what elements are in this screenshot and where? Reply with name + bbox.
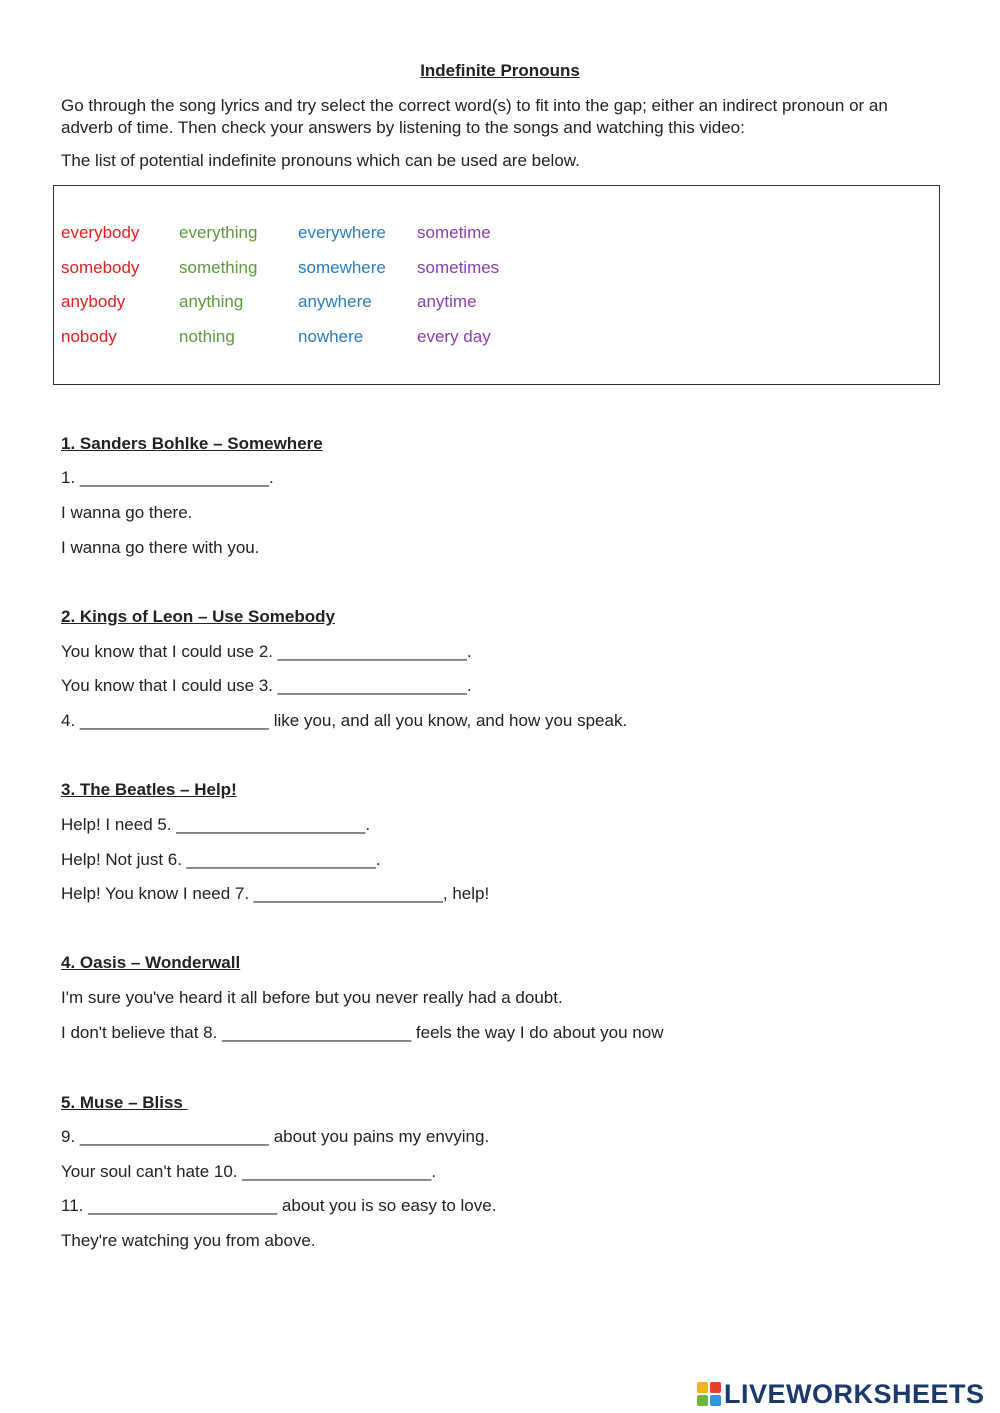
word-column-places (298, 223, 418, 362)
logo-text: LIVEWORKSHEETS (724, 1378, 985, 1409)
logo-tiles-icon (697, 1382, 721, 1406)
word-nowhere: nowhere (298, 327, 364, 347)
lyric-line-gap-9[interactable]: 9. ____________________ about you pains my envying. (61, 1127, 490, 1146)
lyric-line-gap-10[interactable]: Your soul can't hate 10. ____________________. (61, 1162, 437, 1181)
lyric-line: They're watching you from above. (61, 1231, 316, 1250)
liveworksheets-logo (697, 1377, 985, 1411)
word-anything: anything (179, 292, 244, 312)
section-title-5: 5. Muse – Bliss (61, 1093, 188, 1112)
section-title-3: 3. The Beatles – Help! (61, 780, 237, 799)
lyric-line: I'm sure you've heard it all before but you never really had a doubt. (61, 988, 563, 1007)
word-every-day: every day (417, 327, 491, 347)
page-title: Indefinite Pronouns (420, 61, 580, 80)
word-column-time (417, 223, 537, 362)
lyric-line-gap-7[interactable]: Help! You know I need 7. ____________________, help! (61, 884, 490, 903)
word-anywhere: anywhere (298, 292, 372, 312)
lyric-line-gap-5[interactable]: Help! I need 5. ____________________. (61, 815, 371, 834)
word-nothing: nothing (179, 327, 235, 347)
word-sometimes: sometimes (417, 257, 500, 277)
lyric-line: I wanna go there. (61, 503, 193, 522)
word-anytime: anytime (417, 292, 477, 312)
word-everything: everything (179, 223, 258, 242)
word-nobody: nobody (61, 327, 117, 347)
lyric-line-gap-2[interactable]: You know that I could use 2. ____________________. (61, 642, 472, 661)
word-column-people (61, 223, 181, 362)
lyric-line-gap-11[interactable]: 11. ____________________ about you is so easy to love. (61, 1196, 497, 1215)
lyric-line-gap-4[interactable]: 4. ____________________ like you, and all you know, and how you speak. (61, 711, 628, 730)
section-title-1: 1. Sanders Bohlke – Somewhere (61, 434, 323, 453)
lyric-line-gap-8[interactable]: I don't believe that 8. ____________________ feels the way I do about you now (61, 1023, 664, 1042)
word-sometime: sometime (417, 223, 491, 242)
word-list-intro: The list of potential indefinite pronouns which can be used are below. (61, 151, 580, 170)
word-everywhere: everywhere (298, 223, 386, 242)
lyric-line-gap-1[interactable]: 1. ____________________. (61, 468, 274, 487)
word-column-things (179, 223, 299, 362)
word-somewhere: somewhere (298, 257, 386, 277)
word-everybody: everybody (61, 223, 140, 242)
word-somebody: somebody (61, 257, 140, 277)
word-anybody: anybody (61, 292, 126, 312)
lyric-line-gap-3[interactable]: You know that I could use 3. ____________________. (61, 676, 472, 695)
section-title-4: 4. Oasis – Wonderwall (61, 953, 241, 972)
section-title-2: 2. Kings of Leon – Use Somebody (61, 607, 335, 626)
word-something: something (179, 257, 258, 277)
lyric-line: I wanna go there with you. (61, 538, 260, 557)
instructions-paragraph: Go through the song lyrics and try select the correct word(s) to fit into the gap; either an indirect pronoun or an adverb of time. Then check your answers by listening to the songs and watching this video: (61, 96, 888, 137)
lyric-line-gap-6[interactable]: Help! Not just 6. ____________________. (61, 850, 381, 869)
